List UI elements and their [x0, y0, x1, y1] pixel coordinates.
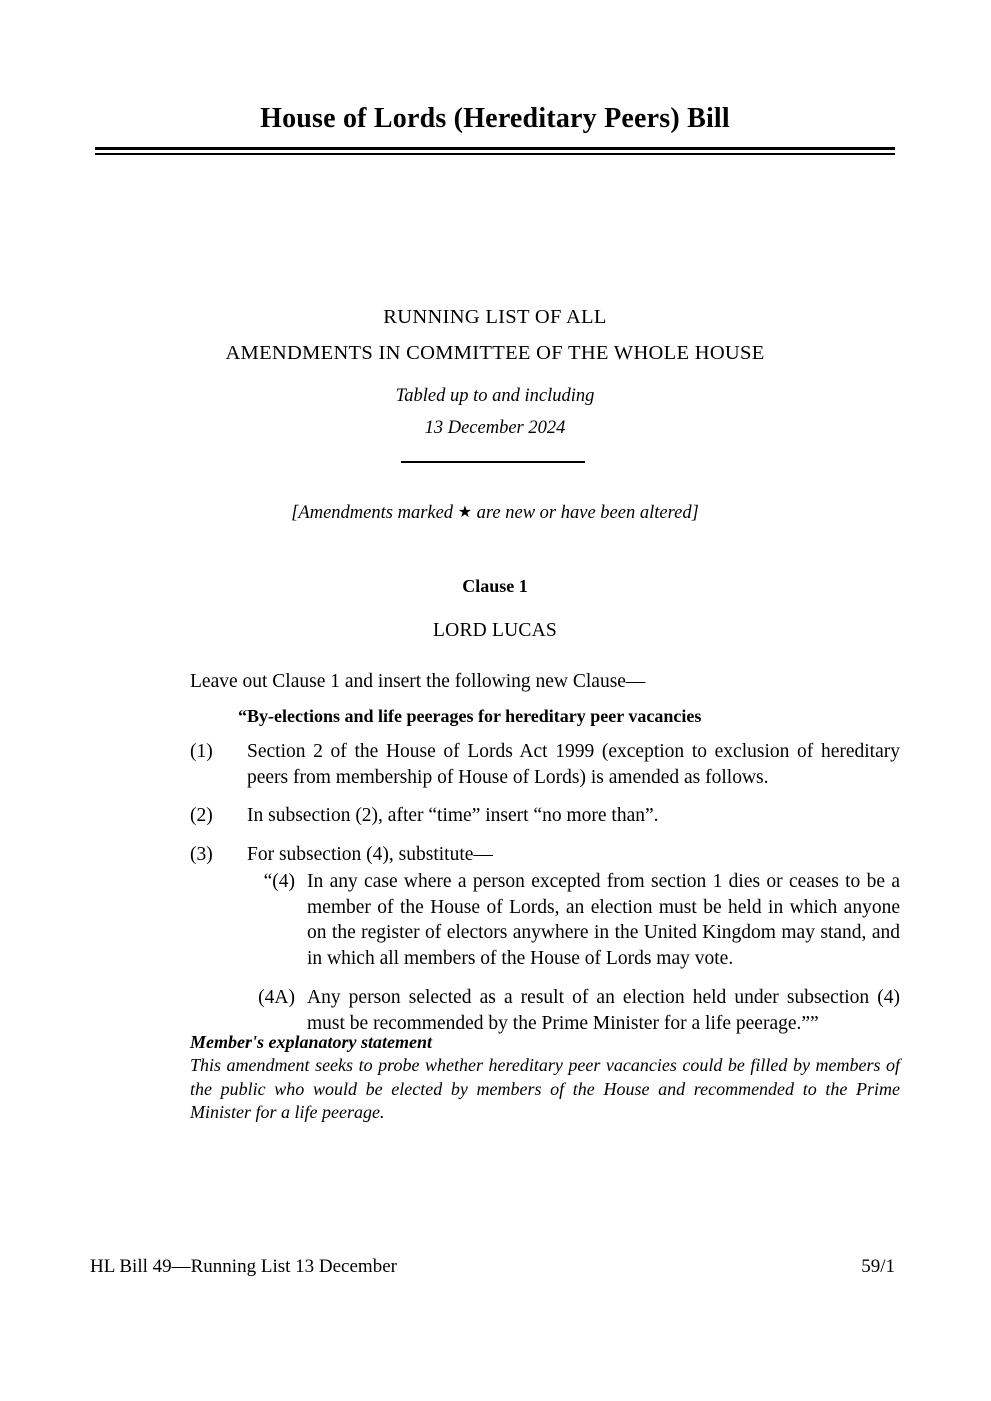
- footer-bill-reference: HL Bill 49—Running List 13 December: [90, 1256, 397, 1277]
- star-icon: ★: [457, 504, 473, 521]
- paragraph-number: (3): [190, 843, 213, 865]
- note-text-after: are new or have been altered: [472, 503, 692, 523]
- footer-page-number: 59/1: [861, 1256, 895, 1277]
- running-list-heading-line2: AMENDMENTS IN COMMITTEE OF THE WHOLE HOUSE: [225, 342, 765, 364]
- note-close-bracket: ]: [691, 503, 699, 523]
- tabled-label: Tabled up to and including: [395, 386, 595, 406]
- tabled-date: 13 December 2024: [424, 418, 566, 438]
- numbered-paragraph: [190, 842, 900, 868]
- page-title: House of Lords (Hereditary Peers) Bill: [260, 103, 730, 134]
- clause-heading: Clause 1: [462, 576, 528, 596]
- subparagraph-text: In any case where a person excepted from section 1 dies or ceases to be a member of the House of Lords, an election must be held in which anyone on the register of electors anywhere in the United Kingdom may stand, and in which all members of the House of Lords may vote.: [307, 871, 900, 969]
- explanatory-statement-heading: Member's explanatory statement: [190, 1032, 432, 1052]
- new-clause-title: “By-elections and life peerages for hereditary peer vacancies: [238, 706, 702, 726]
- title-double-rule: [95, 147, 895, 155]
- paragraph-text: For subsection (4), substitute—: [247, 843, 493, 865]
- subparagraph-list: [190, 869, 900, 1036]
- member-name: LORD LUCAS: [433, 620, 557, 641]
- numbered-paragraph: [190, 739, 900, 790]
- note-open-bracket: [: [291, 503, 299, 523]
- explanatory-statement-body: This amendment seeks to probe whether hereditary peer vacancies could be filled by members of the public who would be elected by members of the House and recommended to the Prime Minister for a life peerage.: [190, 1055, 900, 1122]
- lead-instruction: Leave out Clause 1 and insert the following new Clause—: [190, 671, 646, 692]
- subparagraph: [190, 869, 900, 971]
- page-footer: [90, 1256, 895, 1278]
- paragraph-number: (1): [190, 741, 213, 762]
- subparagraph: [190, 985, 900, 1036]
- paragraph-number: (2): [190, 805, 213, 826]
- note-text-before: Amendments marked: [298, 503, 458, 523]
- amendments-marked-note: [95, 503, 895, 524]
- numbered-paragraph-list: [190, 739, 900, 867]
- paragraph-text: Section 2 of the House of Lords Act 1999 (exception to exclusion of hereditary peers from membership of House of Lords) is amended as follows.: [247, 741, 900, 788]
- section-divider-rule: [401, 461, 585, 463]
- running-list-heading-line1: RUNNING LIST OF ALL: [383, 306, 607, 328]
- subparagraph-number: “(4): [263, 871, 295, 892]
- paragraph-text: In subsection (2), after “time” insert “no more than”.: [247, 805, 659, 826]
- subparagraph-number: (4A): [258, 987, 295, 1008]
- title-rule-thin: [95, 153, 895, 155]
- numbered-paragraph: [190, 803, 900, 829]
- explanatory-statement: [190, 1031, 900, 1125]
- subparagraph-text: Any person selected as a result of an election held under subsection (4) must be recommended by the Prime Minister for a life peerage.””: [307, 987, 900, 1034]
